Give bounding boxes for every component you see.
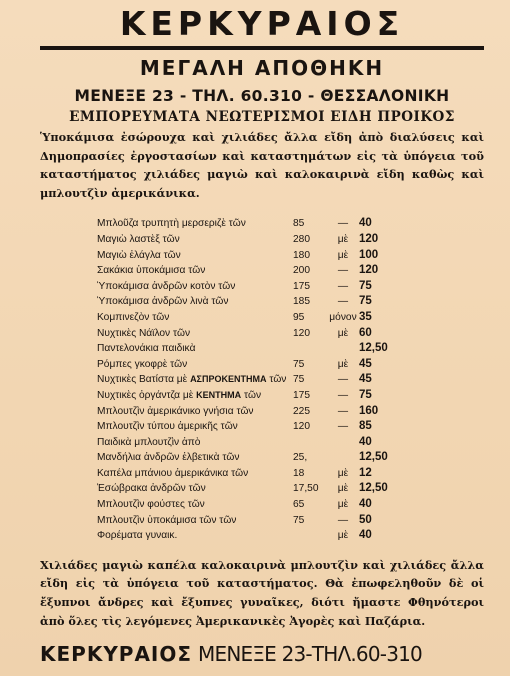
price-separator: μὲ: [337, 530, 349, 542]
price-item-unit: τῶν: [222, 452, 240, 464]
price-item-cell: [97, 497, 293, 513]
price-item-cell: [97, 528, 293, 544]
footer: [40, 642, 484, 666]
price-new: 160: [359, 404, 379, 417]
price-item-cell: [97, 481, 293, 497]
price-old: 175: [293, 389, 310, 401]
title-rule: [40, 46, 484, 50]
price-item-cell: [97, 326, 293, 342]
price-item-highlight: ΑΣΠΡΟΚΕΝΤΗΜΑ: [190, 374, 267, 385]
price-item-name: Μπλουτζὶν ὑποκάμισα τῶν: [97, 514, 217, 526]
price-item-name: Μαγιὼ λαστὲξ τῶν: [97, 233, 180, 245]
price-list: [97, 216, 407, 543]
price-row: [97, 263, 407, 279]
price-old: 85: [293, 218, 305, 230]
price-old: 17,50: [293, 483, 319, 495]
price-item-unit: τῶν: [231, 467, 249, 479]
price-row: [97, 248, 407, 264]
price-new: 45: [359, 357, 372, 370]
price-item-name: Νυχτικὲς Βατίστα μὲ: [97, 374, 188, 386]
price-new: 75: [359, 388, 372, 401]
price-item-unit: τῶν: [187, 499, 205, 511]
price-item-name: Νυχτικὲς Νάϊλον τῶν: [97, 327, 191, 339]
price-old: [293, 528, 327, 544]
price-row: [97, 435, 407, 451]
price-old: 175: [293, 280, 310, 292]
price-new: 35: [359, 310, 372, 323]
price-row: [97, 450, 407, 466]
price-row: [97, 419, 407, 435]
price-old: 280: [293, 233, 310, 245]
price-separator: —: [337, 421, 349, 433]
price-old: 95: [293, 311, 305, 323]
price-row: [97, 404, 407, 420]
closing-paragraph: Χιλιάδες μαγιὼ καπέλα καλοκαιρινὰ μπλουτζὶν καὶ χιλιάδες ἄλλα εἴδη εἰς τὰ ὑπόγεια τοῦ καταστήματος. Θὰ ἐπωφεληθοῦν δὲ οἱ ἔξυπνοι ἄνδρες καὶ ἔξυπνες γυναῖκες, διότι ἤμαστε Φθηνότεροι ἀπὸ ὅλες τὶς λεγόμενες Ἀμερικανικὲς Ἀγορὲς καὶ Παζάρια.: [40, 557, 484, 628]
price-separator: —: [337, 405, 349, 417]
goods-line: ΕΜΠΟΡΕΥΜΑΤΑ ΝΕΩΤΕΡΙΣΜΟΙ ΕΙΔΗ ΠΡΟΙΚΟΣ: [69, 109, 455, 125]
price-item-cell: [97, 419, 293, 435]
price-item-unit: τῶν: [269, 374, 287, 386]
price-new: 12,50: [359, 342, 388, 355]
price-old: 225: [293, 405, 310, 417]
price-item-cell: [97, 513, 293, 529]
price-item-name: Φορέματα γυναικ.: [97, 530, 178, 542]
price-old: 75: [293, 374, 305, 386]
price-old: 75: [293, 514, 305, 526]
price-separator: —: [337, 389, 349, 401]
price-row: [97, 497, 407, 513]
price-item-name: Καπέλα μπάνιου ἀμερικάνικα: [97, 467, 229, 479]
price-new: 100: [359, 248, 379, 261]
price-item-name: Νυχτικὲς ὀργάντζα μὲ: [97, 389, 194, 401]
price-old: [293, 341, 327, 357]
intro-paragraph: Ὑποκάμισα ἐσώρουχα καὶ χιλιάδες ἄλλα εἴδη ἀπὸ διαλύσεις καὶ Δημοπρασίες ἐργοστασίων καὶ καταστημάτων εἰς τὰ ὑπόγεια τοῦ καταστήματος χιλιάδες μαγιὼ καὶ καλοκαιρινὰ εἴδη καθὼς καὶ μπλουτζὶν ἀμερικάνικα.: [40, 130, 484, 200]
price-row: [97, 294, 407, 310]
price-separator: [327, 341, 359, 357]
store-subtitle: ΜΕΓΑΛΗ ΑΠΟΘΗΚΗ: [139, 56, 385, 80]
price-item-name: Μπλουτζὶν ἀμερικάνικο γνήσια: [97, 405, 234, 417]
price-separator: μὲ: [337, 483, 349, 495]
price-old: 120: [293, 327, 310, 339]
price-item-cell: [97, 310, 293, 326]
price-new: 40: [359, 498, 372, 511]
price-row: [97, 279, 407, 295]
price-new: 40: [359, 217, 372, 230]
price-item-name: Παιδικὰ μπλουτζὶν ἀπὸ: [97, 436, 201, 448]
footer-store-name: ΚΕΡΚΥΡΑΙΟΣ: [40, 642, 193, 667]
price-row: [97, 341, 407, 357]
price-item-cell: [97, 294, 293, 310]
price-item-cell: [97, 248, 293, 264]
price-item-cell: [97, 388, 293, 404]
price-item-unit: τῶν: [236, 405, 254, 417]
price-old: 25,: [293, 452, 308, 464]
price-row: [97, 357, 407, 373]
price-new: 75: [359, 279, 372, 292]
price-row: [97, 216, 407, 232]
price-item-cell: [97, 466, 293, 482]
price-new: 12,50: [359, 451, 388, 464]
price-separator: μὲ: [337, 358, 349, 370]
price-item-name: Σακάκια ὑποκάμισα τῶν: [97, 265, 206, 277]
price-item-unit: τῶν: [219, 514, 237, 526]
price-item-cell: [97, 435, 293, 451]
price-item-name: Κομπινεζὸν τῶν: [97, 311, 170, 323]
price-item-name: Ὑποκάμισα ἀνδρῶν κοτὸν τῶν: [97, 280, 236, 292]
store-address: ΜΕΝΕΞΕ 23 - ΤΗΛ. 60.310 - ΘΕΣΣΑΛΟΝΙΚΗ: [74, 87, 450, 105]
price-old: 200: [293, 265, 310, 277]
price-item-name: Παντελονάκια παιδικὰ: [97, 343, 196, 355]
price-separator: μὲ: [337, 499, 349, 511]
price-item-unit: τῶν: [244, 389, 262, 401]
price-item-name: Μπλοῦζα τρυπητὴ μερσεριζὲ τῶν: [97, 218, 246, 230]
price-item-cell: [97, 450, 293, 466]
footer-address: ΜΕΝΕΞΕ 23-ΤΗΛ.60-310: [198, 642, 422, 667]
price-row: [97, 481, 407, 497]
price-item-cell: [97, 279, 293, 295]
price-item-highlight: ΚΕΝΤΗΜΑ: [196, 389, 242, 400]
price-item-cell: [97, 232, 293, 248]
price-list-body: [97, 216, 407, 543]
price-separator: μὲ: [337, 249, 349, 261]
price-item-name: Μπλουτζὶν τύπου ἀμερικῆς: [97, 421, 218, 433]
price-old: 65: [293, 499, 305, 511]
price-old: [293, 435, 327, 451]
price-old: 18: [293, 467, 305, 479]
price-separator: —: [337, 374, 349, 386]
price-separator: —: [337, 514, 349, 526]
price-new: 50: [359, 513, 372, 526]
price-item-cell: [97, 404, 293, 420]
price-new: 85: [359, 420, 372, 433]
price-item-unit: τῶν: [188, 483, 206, 495]
price-separator: μὲ: [337, 327, 349, 339]
price-item-cell: [97, 341, 293, 357]
price-item-unit: τῶν: [220, 421, 238, 433]
price-row: [97, 466, 407, 482]
price-row: [97, 513, 407, 529]
price-item-name: Μαγιὼ ἐλάγλα τῶν: [97, 249, 181, 261]
price-new: 40: [359, 435, 372, 448]
price-item-name: Μανδήλια ἀνδρῶν ἐλβετικὰ: [97, 452, 220, 464]
price-old: 180: [293, 249, 310, 261]
price-row: [97, 232, 407, 248]
price-item-name: Ἐσώβρακα ἀνδρῶν: [97, 483, 186, 495]
price-item-cell: [97, 357, 293, 373]
price-separator: —: [337, 280, 349, 292]
price-row: [97, 528, 407, 544]
price-item-name: Ρόμπες γκοφρὲ τῶν: [97, 358, 188, 370]
price-row: [97, 372, 407, 388]
price-new: 12,50: [359, 482, 388, 495]
price-row: [97, 326, 407, 342]
price-new: 75: [359, 295, 372, 308]
price-separator: [327, 450, 359, 466]
price-row: [97, 388, 407, 404]
price-new: 45: [359, 373, 372, 386]
price-separator: [327, 435, 359, 451]
price-item-cell: [97, 372, 293, 388]
price-new: 40: [359, 529, 372, 542]
price-row: [97, 310, 407, 326]
price-item-cell: [97, 263, 293, 279]
price-item-name: Μπλουτζὶν φούστες: [97, 499, 185, 511]
price-new: 12: [359, 466, 372, 479]
price-separator: μόνον: [329, 311, 357, 323]
price-separator: μὲ: [337, 233, 349, 245]
price-new: 60: [359, 326, 372, 339]
price-separator: μὲ: [337, 467, 349, 479]
price-separator: —: [337, 218, 349, 230]
price-old: 185: [293, 296, 310, 308]
price-new: 120: [359, 264, 379, 277]
price-item-cell: [97, 216, 293, 232]
price-old: 75: [293, 358, 305, 370]
price-separator: —: [337, 265, 349, 277]
price-separator: —: [337, 296, 349, 308]
price-old: 120: [293, 421, 310, 433]
price-item-name: Ὑποκάμισα ἀνδρῶν λινὰ τῶν: [97, 296, 229, 308]
store-title: ΚΕΡΚΥΡΑΙΟΣ: [119, 4, 405, 43]
price-new: 120: [359, 232, 379, 245]
